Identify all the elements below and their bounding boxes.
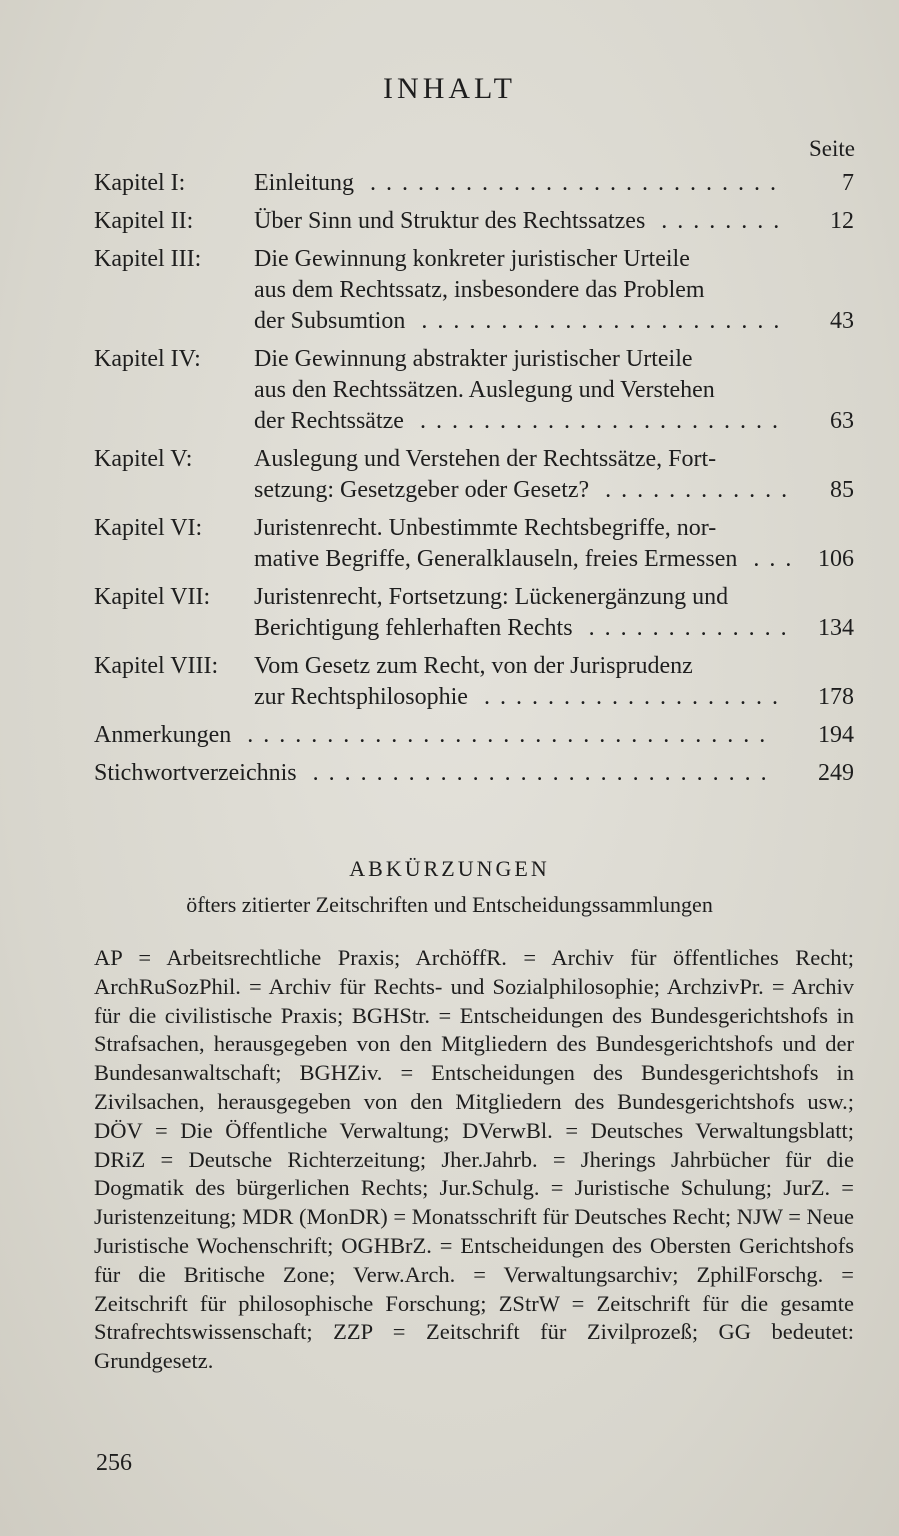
toc-entry-text	[254, 244, 854, 337]
leader-dots: .......................	[403, 408, 788, 434]
toc-entry-line: Über Sinn und Struktur des Rechtssatzes ........	[254, 208, 790, 234]
toc-entry-line: Anmerkungen .................................	[94, 722, 776, 748]
toc-page-number: 194	[818, 722, 854, 748]
toc-entry-text	[254, 513, 854, 575]
toc-chapter-label: Kapitel II:	[94, 208, 194, 234]
toc-chapter-label: Kapitel VIII:	[94, 653, 219, 679]
toc-page-number: 43	[830, 308, 854, 334]
toc-page-number: 249	[818, 760, 854, 786]
toc-entry-line: setzung: Gesetzgeber oder Gesetz? ............	[254, 477, 798, 503]
toc-entry-text	[254, 344, 854, 437]
toc-entry-text	[94, 720, 854, 751]
toc-entry-line: Auslegung und Verstehen der Rechtssätze, Fort-	[254, 446, 717, 472]
toc-entry-text	[254, 206, 854, 237]
toc-entry	[94, 168, 854, 199]
toc-entry-line: mative Begriffe, Generalklauseln, freies Ermessen ...	[254, 546, 802, 572]
leader-dots: .................................	[231, 722, 776, 748]
table-of-contents	[94, 168, 854, 796]
toc-chapter-label: Kapitel VI:	[94, 515, 203, 541]
leader-dots: .......................	[405, 308, 790, 334]
toc-entry-text	[254, 651, 854, 713]
toc-entry-line: aus den Rechtssätzen. Auslegung und Verstehen	[254, 377, 715, 403]
page-number: 256	[96, 1450, 132, 1476]
toc-entry-line: Berichtigung fehlerhaften Rechts .............	[254, 615, 797, 641]
leader-dots: ...................	[467, 684, 788, 710]
toc-entry-line: Die Gewinnung konkreter juristischer Urteile	[254, 246, 690, 272]
toc-entry-line: der Subsumtion .......................	[254, 308, 790, 334]
toc-page-number: 178	[818, 684, 854, 710]
leader-dots: .............	[572, 615, 797, 641]
page-title: INHALT	[383, 72, 516, 105]
leader-dots: .............................	[296, 760, 777, 786]
toc-entry	[94, 582, 854, 644]
toc-entry-line: der Rechtssätze .......................	[254, 408, 788, 434]
toc-entry	[94, 444, 854, 506]
toc-entry	[94, 513, 854, 575]
toc-entry-line: Vom Gesetz zum Recht, von der Jurisprudenz	[254, 653, 693, 679]
toc-entry-line: Stichwortverzeichnis .............................	[94, 760, 777, 786]
toc-chapter-label: Kapitel VII:	[94, 584, 211, 610]
leader-dots: ..........................	[353, 170, 786, 196]
abbreviations-subtitle: öfters zitierter Zeitschriften und Entscheidungssammlungen	[186, 892, 713, 917]
toc-entry-line: Die Gewinnung abstrakter juristischer Urteile	[254, 346, 693, 372]
toc-chapter-label: Kapitel IV:	[94, 346, 201, 372]
toc-entry-text	[254, 582, 854, 644]
abbreviations-title: ABKÜRZUNGEN	[349, 856, 550, 881]
abbreviations-text: AP = Arbeitsrechtliche Praxis; ArchöffR. = Archiv für öffentliches Recht; ArchRuSozPhil. = Archiv für Rechts- und Sozialphilosophie; ArchzivPr. = Archiv für die civilistische Praxis; BGHStr. = Entscheidungen des Bundesgerichtshofs in Strafsachen, herausgegeben von den Mitgliedern des Bundesgerichtshofs und der Bundesanwaltschaft; BGHZiv. = Entscheidungen des Bundesgerichtshofs in Zivilsachen, herausgegeben von den Mitgliedern des Bundesgerichtshofs usw.; DÖV = Die Öffentliche Verwaltung; DVerwBl. = Deutsches Verwaltungsblatt; DRiZ = Deutsche Richterzeitung; Jher.Jahrb. = Jherings Jahrbücher für die Dogmatik des bürgerlichen Rechts; Jur.Schulg. = Juristische Schulung; JurZ. = Juristenzeitung; MDR (MonDR) = Monatsschrift für Deutsches Recht; NJW = Neue Juristische Wochenschrift; OGHBrZ. = Entscheidungen des Obersten Gerichtshofs für die Britische Zone; Verw.Arch. = Verwaltungsarchiv; ZphilForschg. = Zeitschrift für philosophische Forschung; ZStrW = Zeitschrift für die gesamte Strafrechtswissenschaft; ZZP = Zeitschrift für Zivilprozeß; GG bedeutet: Grundgesetz.	[94, 945, 854, 1374]
page-column-label: Seite	[809, 136, 855, 161]
toc-entry	[94, 720, 854, 751]
toc-entry	[94, 651, 854, 713]
toc-page-number: 106	[818, 546, 854, 572]
toc-entry-line: Juristenrecht, Fortsetzung: Lückenergänzung und	[254, 584, 729, 610]
toc-entry-line: aus dem Rechtssatz, insbesondere das Problem	[254, 277, 705, 303]
toc-entry	[94, 206, 854, 237]
toc-entry	[94, 244, 854, 337]
toc-page-number: 12	[830, 208, 854, 234]
leader-dots: ...	[737, 546, 802, 572]
toc-entry-text	[254, 168, 854, 199]
toc-entry	[94, 344, 854, 437]
toc-page-number: 7	[842, 170, 854, 196]
toc-chapter-label: Kapitel I:	[94, 170, 186, 196]
toc-entry-text	[94, 758, 854, 789]
toc-entry-text	[254, 444, 854, 506]
toc-page-number: 85	[830, 477, 854, 503]
toc-page-number: 134	[818, 615, 854, 641]
toc-entry-line: zur Rechtsphilosophie ...................	[254, 684, 788, 710]
toc-entry-line: Juristenrecht. Unbestimmte Rechtsbegriffe, nor-	[254, 515, 717, 541]
leader-dots: ........	[645, 208, 790, 234]
toc-chapter-label: Kapitel V:	[94, 446, 193, 472]
toc-entry	[94, 758, 854, 789]
leader-dots: ............	[589, 477, 798, 503]
toc-chapter-label: Kapitel III:	[94, 246, 202, 272]
toc-page-number: 63	[830, 408, 854, 434]
toc-entry-line: Einleitung ..........................	[254, 170, 786, 196]
